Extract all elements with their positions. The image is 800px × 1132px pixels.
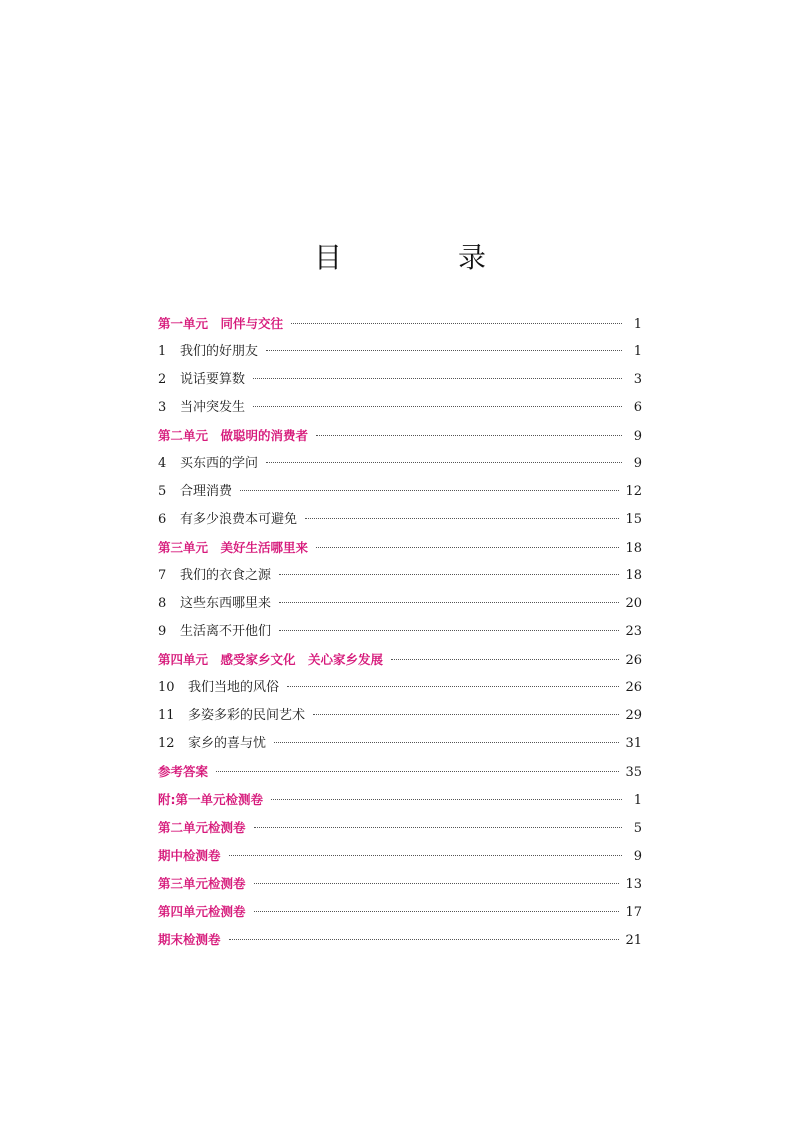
toc-entry-text: 家乡的喜与忧 xyxy=(188,736,267,751)
toc-entry-text: 我们的好朋友 xyxy=(180,344,259,359)
toc-entry-number: 5 xyxy=(158,484,167,499)
toc-entry-label xyxy=(158,534,308,562)
toc-entry-label xyxy=(158,702,305,730)
toc-page-number: 21 xyxy=(625,933,642,948)
toc-page-number: 29 xyxy=(625,708,642,723)
toc-entry-number: 9 xyxy=(158,624,167,639)
dot-leader xyxy=(391,659,619,660)
dot-leader xyxy=(305,518,619,519)
dot-leader xyxy=(313,714,619,715)
toc-page-number: 35 xyxy=(625,765,642,780)
toc-entry[interactable] xyxy=(158,562,642,590)
toc-entry-text: 有多少浪费本可避免 xyxy=(180,512,298,527)
toc-entry-number: 6 xyxy=(158,512,167,527)
toc-entry[interactable] xyxy=(158,814,642,842)
toc-entry-text: 我们当地的风俗 xyxy=(188,680,280,695)
toc-page-number: 9 xyxy=(633,849,642,864)
dot-leader xyxy=(279,602,619,603)
toc-entry-number: 4 xyxy=(158,456,167,471)
toc-entry-number: 7 xyxy=(158,568,167,583)
toc-entry-label xyxy=(158,338,258,366)
toc-entry[interactable] xyxy=(158,394,642,422)
dot-leader xyxy=(271,799,622,800)
toc-entry[interactable] xyxy=(158,926,642,954)
toc-entry[interactable] xyxy=(158,898,642,926)
toc-page-number: 18 xyxy=(625,568,642,583)
toc-entry-label xyxy=(158,842,221,870)
toc-entry[interactable] xyxy=(158,674,642,702)
toc-page-number: 1 xyxy=(633,344,642,359)
toc-entry[interactable] xyxy=(158,310,642,338)
toc-entry-number: 1 xyxy=(158,344,167,359)
toc-entry[interactable] xyxy=(158,870,642,898)
toc-page-number: 18 xyxy=(625,541,642,556)
toc-entry-label xyxy=(158,870,246,898)
toc-entry[interactable] xyxy=(158,450,642,478)
dot-leader xyxy=(254,911,620,912)
toc-entry-text: 第四单元检测卷 xyxy=(158,904,246,919)
dot-leader xyxy=(291,323,622,324)
toc-page-number: 17 xyxy=(625,905,642,920)
dot-leader xyxy=(316,547,619,548)
toc-entry-text: 多姿多彩的民间艺术 xyxy=(188,708,306,723)
toc-entry[interactable] xyxy=(158,646,642,674)
toc-entry-label xyxy=(158,394,245,422)
dot-leader xyxy=(266,350,622,351)
toc-entry-label xyxy=(158,366,245,394)
toc-entry-text: 说话要算数 xyxy=(180,372,246,387)
toc-entry-label xyxy=(158,478,232,506)
toc-entry[interactable] xyxy=(158,422,642,450)
toc-entry-number: 3 xyxy=(158,400,167,415)
toc-entry-number: 11 xyxy=(158,708,175,723)
toc-entry[interactable] xyxy=(158,842,642,870)
toc-entry-text: 第四单元 感受家乡文化 关心家乡发展 xyxy=(158,652,384,667)
toc-entry-number: 12 xyxy=(158,736,175,751)
toc-entry-text: 第三单元 美好生活哪里来 xyxy=(158,540,309,555)
toc-entry[interactable] xyxy=(158,366,642,394)
toc-entry[interactable] xyxy=(158,786,642,814)
toc-entry-text: 第一单元 同伴与交往 xyxy=(158,316,284,331)
toc-entry-number: 2 xyxy=(158,372,167,387)
toc-entry-text: 期末检测卷 xyxy=(158,932,221,947)
page-title: 目 录 xyxy=(313,241,530,274)
dot-leader xyxy=(254,883,620,884)
toc-page-number: 3 xyxy=(633,372,642,387)
toc-entry-number: 10 xyxy=(158,680,175,695)
dot-leader xyxy=(229,939,620,940)
toc-entry-text: 第三单元检测卷 xyxy=(158,876,246,891)
dot-leader xyxy=(274,742,619,743)
toc-entry[interactable] xyxy=(158,534,642,562)
toc-entry[interactable] xyxy=(158,618,642,646)
toc-page-number: 1 xyxy=(633,793,642,808)
toc-entry-label xyxy=(158,310,283,338)
toc-page-number: 26 xyxy=(625,653,642,668)
toc-page-number: 1 xyxy=(633,317,642,332)
toc-page-number: 26 xyxy=(625,680,642,695)
dot-leader xyxy=(287,686,619,687)
toc-entry-text: 附:第一单元检测卷 xyxy=(158,792,263,807)
toc-entry-label xyxy=(158,422,308,450)
table-of-contents xyxy=(158,310,642,954)
toc-entry-number: 8 xyxy=(158,596,167,611)
dot-leader xyxy=(266,462,622,463)
toc-entry[interactable] xyxy=(158,590,642,618)
toc-entry-text: 买东西的学问 xyxy=(180,456,259,471)
toc-page-number: 12 xyxy=(625,484,642,499)
toc-page-number: 13 xyxy=(625,877,642,892)
toc-page-number: 20 xyxy=(625,596,642,611)
toc-entry-label xyxy=(158,562,271,590)
dot-leader xyxy=(253,378,622,379)
toc-entry-label xyxy=(158,898,246,926)
dot-leader xyxy=(240,490,619,491)
toc-entry-label xyxy=(158,674,279,702)
toc-entry-text: 参考答案 xyxy=(158,764,209,779)
toc-page-number: 9 xyxy=(633,429,642,444)
toc-entry-text: 第二单元检测卷 xyxy=(158,820,246,835)
toc-entry[interactable] xyxy=(158,478,642,506)
toc-entry-text: 期中检测卷 xyxy=(158,848,221,863)
toc-entry[interactable] xyxy=(158,338,642,366)
toc-entry-label xyxy=(158,814,246,842)
toc-entry[interactable] xyxy=(158,506,642,534)
toc-entry-label xyxy=(158,730,266,758)
toc-page-number: 31 xyxy=(625,736,642,751)
dot-leader xyxy=(279,574,619,575)
toc-entry-label xyxy=(158,618,271,646)
toc-entry-label xyxy=(158,590,271,618)
toc-page-number: 15 xyxy=(625,512,642,527)
toc-entry-text: 这些东西哪里来 xyxy=(180,596,272,611)
dot-leader xyxy=(229,855,622,856)
toc-entry-label xyxy=(158,758,208,786)
toc-page-number: 6 xyxy=(633,400,642,415)
toc-entry-label xyxy=(158,926,221,954)
dot-leader xyxy=(216,771,619,772)
toc-entry-text: 生活离不开他们 xyxy=(180,624,272,639)
dot-leader xyxy=(279,630,619,631)
dot-leader xyxy=(254,827,622,828)
toc-page-number: 23 xyxy=(625,624,642,639)
toc-entry-text: 当冲突发生 xyxy=(180,400,246,415)
toc-entry-label xyxy=(158,506,297,534)
toc-entry-label xyxy=(158,646,383,674)
dot-leader xyxy=(253,406,622,407)
toc-entry-text: 第二单元 做聪明的消费者 xyxy=(158,428,309,443)
toc-entry-text: 我们的衣食之源 xyxy=(180,568,272,583)
toc-entry[interactable] xyxy=(158,702,642,730)
toc-page-number: 9 xyxy=(633,456,642,471)
toc-entry[interactable] xyxy=(158,758,642,786)
toc-entry-label xyxy=(158,786,263,814)
toc-entry-label xyxy=(158,450,258,478)
dot-leader xyxy=(316,435,622,436)
toc-entry[interactable] xyxy=(158,730,642,758)
toc-entry-text: 合理消费 xyxy=(180,484,233,499)
toc-page-number: 5 xyxy=(633,821,642,836)
